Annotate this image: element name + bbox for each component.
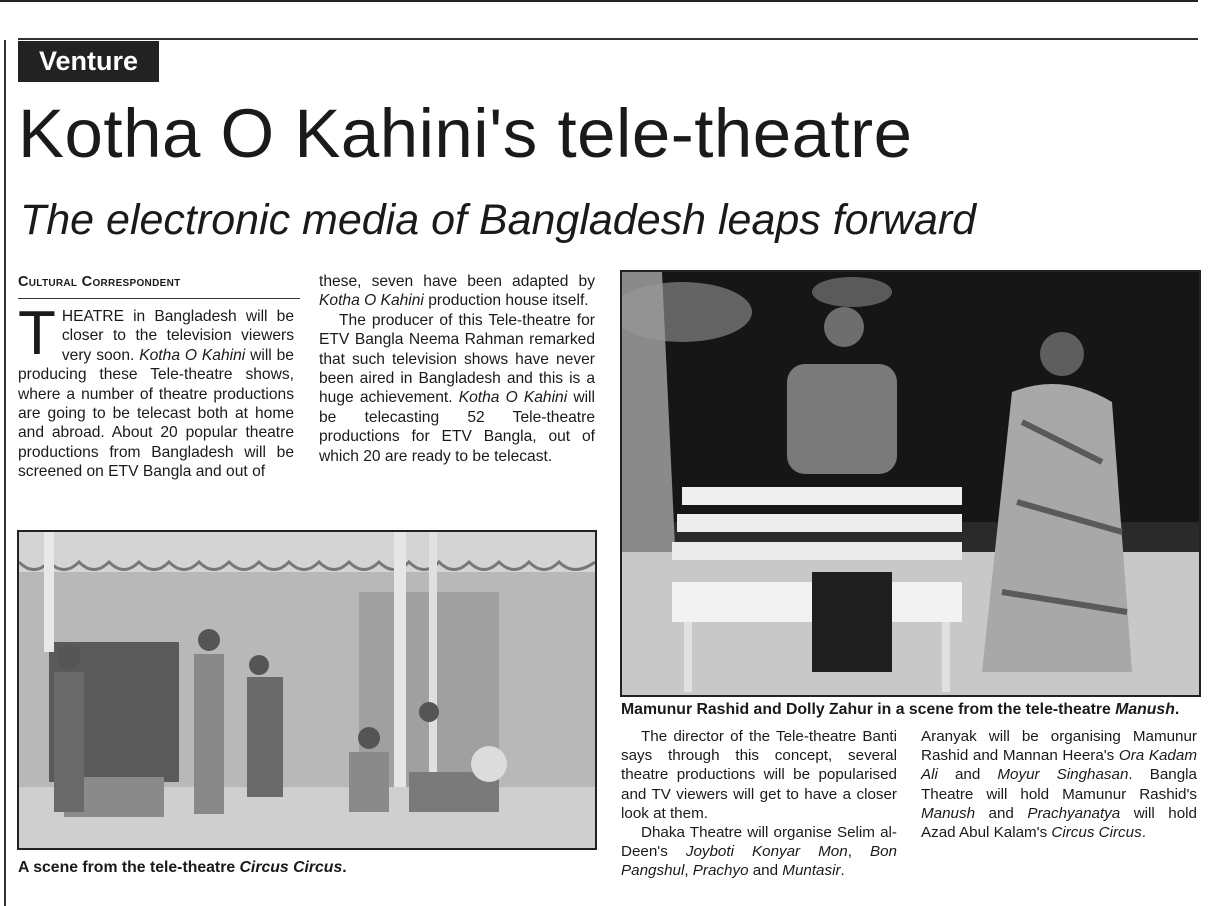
text-run: and	[748, 862, 783, 880]
byline-rule	[18, 298, 300, 299]
top-rule	[0, 0, 1198, 2]
paragraph	[319, 272, 595, 311]
emphasis: Joyboti Konyar Mon	[685, 843, 848, 861]
emphasis: Ora Kadam Ali	[921, 747, 1197, 784]
text-run: these, seven have been adapted by	[319, 273, 595, 290]
headline: Kotha O Kahini's tele-theatre	[18, 95, 913, 172]
emphasis: Kotha O Kahini	[139, 346, 246, 364]
caption-emphasis: Circus Circus	[239, 859, 343, 876]
text-run: and	[937, 766, 998, 784]
text-run: Aranyak will be organising Mamunur Rashid and Mannan Heera's	[921, 728, 1197, 765]
text-run: will hold Azad Abul Kalam's	[921, 804, 1198, 842]
byline-text: Cultural Correspondent	[18, 274, 181, 290]
left-column-rule	[4, 40, 6, 906]
text-run: and	[975, 804, 1028, 822]
caption-text: Mamunur Rashid and Dolly Zahur in a scene from the tele-theatre	[621, 701, 1116, 718]
article-column-2	[319, 272, 595, 466]
emphasis: Prachyanatya	[1027, 804, 1121, 822]
emphasis: Kotha O Kahini	[458, 389, 568, 407]
article-column-4	[921, 727, 1197, 842]
article-column-1	[18, 299, 294, 482]
byline	[18, 274, 181, 290]
emphasis: Muntasir	[782, 862, 841, 880]
article-column-3	[621, 727, 897, 881]
emphasis: Manush	[921, 804, 976, 822]
text-run: HEATRE in Bangladesh will be closer to the television viewers very soon.	[61, 308, 294, 364]
caption-emphasis: Manush	[1115, 701, 1175, 718]
text-run: . Bangla Theatre will hold Mamunur Rashid's	[921, 766, 1197, 803]
subheadline: The electronic media of Bangladesh leaps forward	[20, 196, 977, 244]
text-run: will be telecasting 52 Tele-theatre productions for ETV Bangla, out of which 20 are ready to be telecast.	[319, 389, 595, 465]
text-run: ,	[684, 862, 693, 880]
caption-text: .	[342, 859, 347, 876]
caption-text: .	[1174, 701, 1180, 718]
paragraph	[621, 823, 897, 881]
caption-manush	[621, 701, 1179, 719]
header-rule	[18, 38, 1198, 40]
paragraph	[319, 311, 595, 466]
text-run: production house itself.	[423, 292, 589, 310]
photo-circus-circus-scene	[17, 530, 597, 850]
photo-circus-illustration	[19, 532, 595, 848]
caption-text: A scene from the tele-theatre	[18, 859, 240, 876]
text-run: ,	[847, 843, 870, 861]
text-run: The producer of this Tele-theatre for ETV Bangla Neema Rahman remarked that such television shows have never been aired in Bangladesh and this is a huge achievement.	[319, 311, 595, 407]
paragraph: The director of the Tele-theatre Banti says through this concept, several theatre productions will be popularised and TV viewers will get to have a closer look at them.	[621, 728, 897, 822]
text-run: will be producing these Tele-theatre shows, where a number of theatre productions are going to be telecast both at home and abroad. About 20 popular theatre productions from Bangladesh will be screened on ETV Bangla and out of	[18, 346, 294, 481]
text-run: .	[840, 862, 845, 880]
photo-manush-illustration	[622, 272, 1199, 695]
emphasis: Kotha O Kahini	[319, 292, 424, 310]
caption-circus-circus	[18, 859, 347, 877]
emphasis: Bon Pangshul	[621, 843, 897, 880]
drop-cap: T	[18, 299, 56, 368]
emphasis: Circus Circus	[1051, 824, 1142, 842]
text-run: Dhaka Theatre will organise Selim al-Deen's	[621, 824, 897, 861]
emphasis: Moyur Singhasan	[997, 766, 1129, 784]
emphasis: Prachyo	[692, 862, 749, 880]
photo-manush-scene	[620, 270, 1201, 697]
section-tag: Venture	[18, 41, 159, 82]
paragraph	[921, 727, 1197, 842]
text-run: .	[1141, 824, 1146, 842]
paragraph	[18, 299, 294, 482]
